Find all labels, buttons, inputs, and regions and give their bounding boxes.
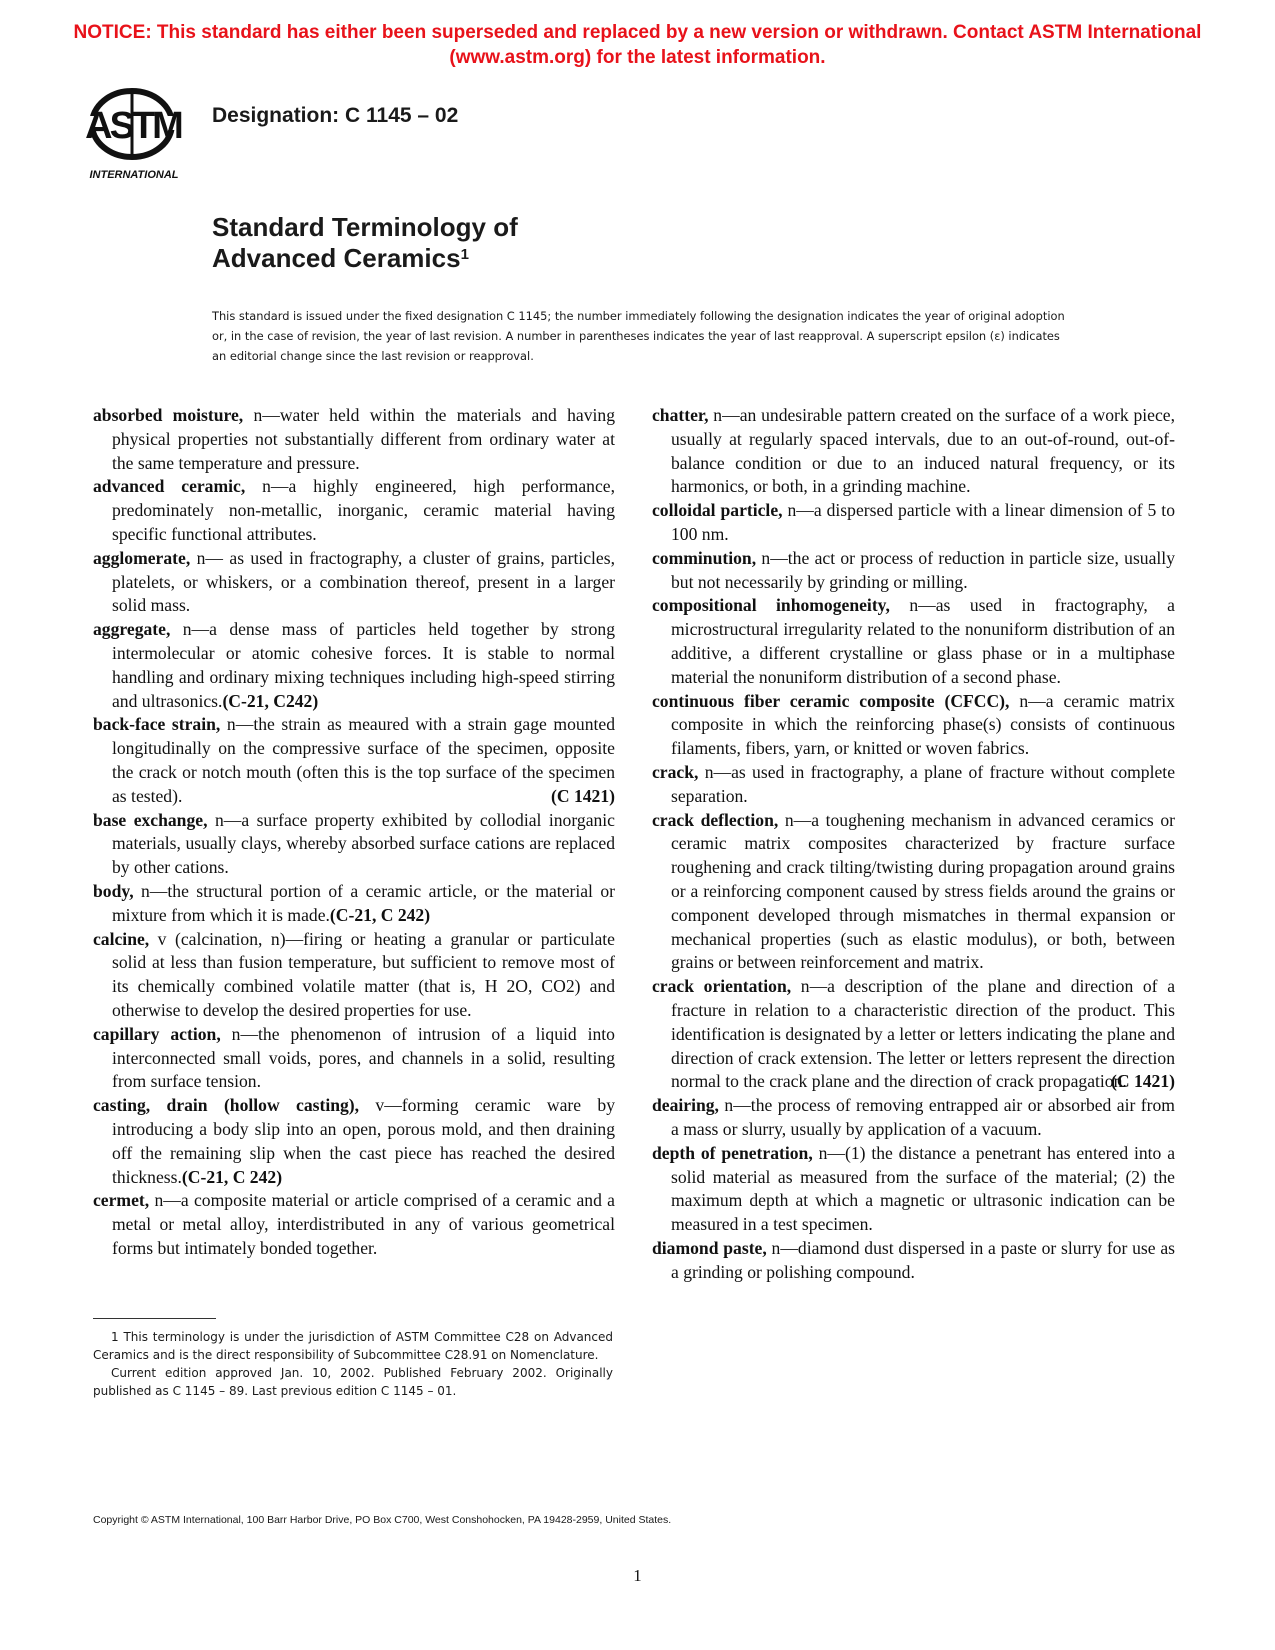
footnote — [93, 1328, 613, 1400]
glossary-entry — [93, 1094, 615, 1189]
glossary-term: continuous fiber ceramic composite (CFCC), — [652, 690, 1010, 711]
glossary-definition: n—as used in fractography, a plane of fracture without complete separation. — [671, 761, 1175, 806]
glossary-definition: n—a surface property exhibited by collodial inorganic materials, usually clays, whereby absorbed surface cations are replaced by other cations. — [112, 809, 615, 878]
footnote-paragraph-1: 1 This terminology is under the jurisdiction of ASTM Committee C28 on Advanced Ceramics and is the direct responsibility of Subcommittee C28.91 on Nomenclature. — [93, 1330, 613, 1362]
glossary-definition: n—a ceramic matrix composite in which the reinforcing phase(s) consists of continuous filaments, fibers, yarn, or knitted or woven fabrics. — [671, 690, 1175, 759]
reference-tag: (C-21, C 242) — [181, 1166, 283, 1187]
glossary-entry — [93, 928, 615, 1023]
glossary-entry — [93, 1189, 615, 1260]
copyright: Copyright © ASTM International, 100 Barr Harbor Drive, PO Box C700, West Conshohocken, PA 19428-2959, United States. — [93, 1514, 672, 1526]
glossary-definition: n—a highly engineered, high performance, predominately non-metallic, inorganic, ceramic material having specific functional attributes. — [112, 476, 615, 544]
right-column — [652, 404, 1175, 1284]
glossary-entry — [93, 404, 615, 475]
glossary-term: crack orientation, — [652, 976, 792, 997]
glossary-definition: n—(1) the distance a penetrant has entered into a solid material as measured from the surface of the material; (2) the maximum depth at which a magnetic or ultrasonic indication can be measured in a test specimen. — [671, 1142, 1176, 1235]
glossary-term: diamond paste, — [652, 1237, 767, 1258]
glossary-definition: n— as used in fractography, a cluster of grains, particles, platelets, or whiskers, or a combination thereof, present in a larger solid mass. — [112, 547, 615, 616]
glossary-entry — [652, 1237, 1175, 1285]
glossary-definition: n—an undesirable pattern created on the surface of a work piece, usually at regularly spaced intervals, due to an out-of-round, out-of-balance condition or due to an induced natural frequency, or its harmonics, or both, in a grinding machine. — [671, 405, 1175, 497]
footnote-divider — [93, 1318, 216, 1319]
glossary-entry — [652, 594, 1175, 689]
page-title — [212, 212, 518, 274]
footnote-paragraph-2: Current edition approved Jan. 10, 2002. Published February 2002. Originally published as C 1145 – 89. Last previous edition C 1145 – 01. — [93, 1366, 613, 1398]
reference-tag: (C 1421) — [1110, 1071, 1175, 1092]
glossary-term: capillary action, — [93, 1023, 221, 1044]
glossary-definition: n—the process of removing entrapped air or absorbed air from a mass or slurry, usually by application of a vacuum. — [671, 1095, 1175, 1139]
glossary-term: back-face strain, — [93, 714, 221, 735]
glossary-term: aggregate, — [93, 619, 171, 640]
glossary-definition: n—a description of the plane and direction of a fracture in relation to a characteristic direction of the product. This identification is designated by a letter or letters indicating the plane and direction of crack extension. The letter or letters represent the direction normal to the crack plane and the direction of crack propagation. — [671, 976, 1175, 1092]
glossary-entry — [652, 1094, 1175, 1142]
glossary-entry — [93, 547, 615, 618]
glossary-entry — [93, 618, 615, 713]
astm-international-logo-icon — [74, 86, 194, 186]
glossary-definition: n—a dispersed particle with a linear dimension of 5 to 100 nm. — [671, 500, 1175, 544]
glossary-definition: n—the phenomenon of intrusion of a liquid into interconnected small voids, pores, and channels in a solid, resulting from surface tension. — [112, 1023, 615, 1092]
glossary-term: casting, drain (hollow casting), — [93, 1095, 360, 1116]
glossary-entry — [652, 404, 1175, 499]
glossary-term: crack, — [652, 761, 699, 782]
glossary-definition: n—a toughening mechanism in advanced ceramics or ceramic matrix composites characterized by fracture surface roughening and crack tilting/twisting during propagation around grains or a reinforcing component caused by stress fields around the grains or component developed through mismatches in thermal expansion or mechanical properties (such as elastic modulus), or both, between grains or between reinforcement and matrix. — [671, 809, 1175, 973]
glossary-entry — [652, 761, 1175, 809]
title-line-2: Advanced Ceramics — [212, 243, 461, 273]
glossary-term: depth of penetration, — [652, 1142, 813, 1163]
svg-text:ASTM: ASTM — [85, 105, 181, 147]
reference-tag: (C 1421) — [550, 785, 615, 806]
glossary-definition: n—a dense mass of particles held together by strong intermolecular or atomic cohesive forces. It is stable to normal handling and ordinary mixing techniques including high-speed stirring and ultrasonics. — [112, 619, 615, 711]
glossary-definition: v—forming ceramic ware by introducing a body slip into an open, porous mold, and then draining off the remaining slip when the cast piece has reached the desired thickness. — [112, 1095, 615, 1187]
glossary-entry — [652, 975, 1175, 1094]
glossary-term: agglomerate, — [93, 547, 191, 568]
glossary-entry — [93, 475, 615, 546]
glossary-term: deairing, — [652, 1095, 719, 1116]
glossary-entry — [652, 690, 1175, 761]
glossary-definition: n—diamond dust dispersed in a paste or slurry for use as a grinding or polishing compound. — [671, 1237, 1175, 1282]
glossary-entry — [652, 547, 1175, 595]
glossary-definition: n—a composite material or article comprised of a ceramic and a metal or metal alloy, interdistributed in any of various geometrical forms but intimately bonded together. — [112, 1190, 615, 1258]
glossary-term: chatter, — [652, 405, 709, 425]
glossary-entry — [652, 499, 1175, 547]
glossary-entry — [652, 809, 1175, 976]
notice-banner: NOTICE: This standard has either been superseded and replaced by a new version or withdrawn. Contact ASTM International (www.astm.org) for the latest information. — [73, 22, 1202, 68]
glossary-term: absorbed moisture, — [93, 405, 244, 425]
logo-text: INTERNATIONAL — [89, 169, 179, 181]
glossary-term: crack deflection, — [652, 809, 779, 830]
glossary-entry — [93, 1023, 615, 1094]
glossary-term: calcine, — [93, 928, 150, 949]
glossary-term: compositional inhomogeneity, — [652, 595, 890, 616]
glossary-term: comminution, — [652, 547, 757, 568]
glossary-entry — [652, 1142, 1175, 1237]
glossary-term: body, — [93, 880, 134, 901]
glossary-entry — [93, 880, 615, 928]
glossary-term: cermet, — [93, 1190, 150, 1211]
designation: Designation: C 1145 – 02 — [212, 104, 459, 127]
glossary-definition: n—the structural portion of a ceramic article, or the material or mixture from which it is made. — [112, 880, 615, 925]
page-number: 1 — [633, 1566, 642, 1585]
glossary-entry — [93, 713, 615, 808]
glossary-definition: n—as used in fractography, a microstructural irregularity related to the nonuniform distribution of an additive, a different crystalline or glass phase or in a multiphase material the nonuniform distribution of a second phase. — [671, 595, 1175, 687]
glossary-term: base exchange, — [93, 809, 208, 830]
glossary-term: colloidal particle, — [652, 500, 783, 521]
reference-tag: (C-21, C 242) — [329, 904, 431, 925]
reference-tag: (C-21, C242) — [222, 690, 319, 711]
title-footnote-mark: 1 — [460, 246, 469, 263]
glossary-entry — [93, 809, 615, 880]
issued-note: This standard is issued under the fixed designation C 1145; the number immediately following the designation indicates the year of original adoption or, in the case of revision, the year of last revision. A number in parentheses indicates the year of last reapproval. A superscript epsilon (ε) indicates an editorial change since the last revision or reapproval. — [212, 309, 1065, 363]
glossary-definition: v (calcination, n)—firing or heating a granular or particulate solid at less than fusion temperature, but sufficient to remove most of its chemically combined volatile matter (that is, H 2O, CO2) and otherwise to develop the desired properties for use. — [112, 928, 615, 1020]
glossary-definition: n—the strain as meaured with a strain gage mounted longitudinally on the compressive surface of the specimen, opposite the crack or notch mouth (often this is the top surface of the specimen as tested). — [112, 714, 615, 806]
glossary-definition: n—water held within the materials and having physical properties not substantially different from ordinary water at the same temperature and pressure. — [112, 405, 615, 473]
glossary-definition: n—the act or process of reduction in particle size, usually but not necessarily by grinding or milling. — [671, 547, 1175, 592]
glossary-term: advanced ceramic, — [93, 476, 246, 497]
left-column — [93, 404, 615, 1261]
astm-logo — [74, 86, 194, 186]
title-line-1: Standard Terminology of — [212, 212, 518, 242]
